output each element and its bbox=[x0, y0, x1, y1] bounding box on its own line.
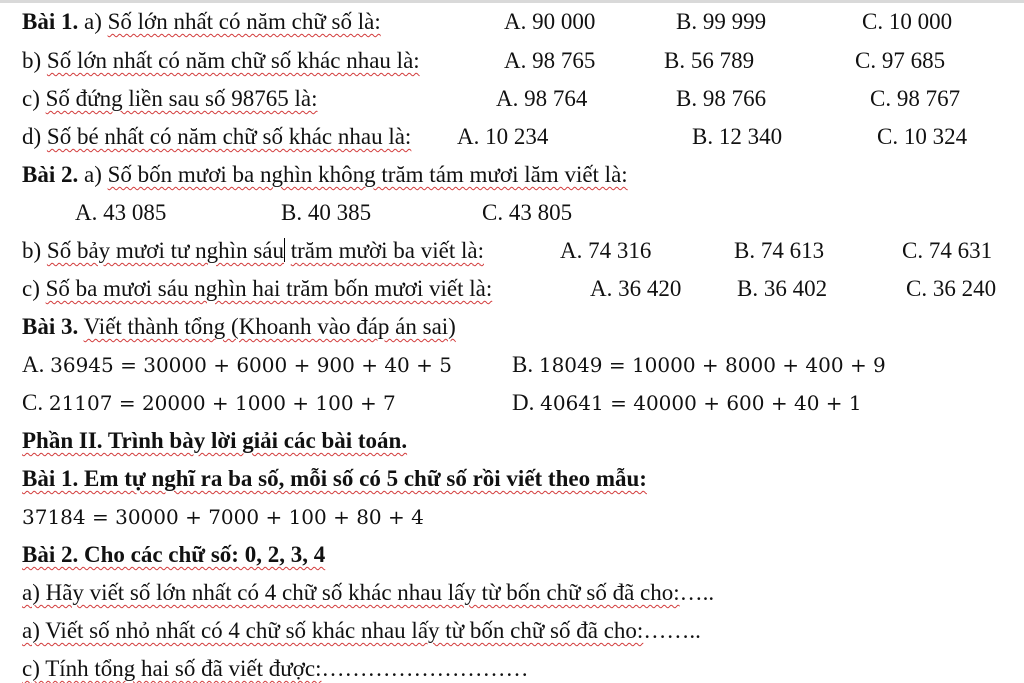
ex1-a-row bbox=[22, 8, 381, 36]
part2-b2-a2-row bbox=[22, 617, 701, 645]
ex1-c-question: Số đứng liền sau số 98765 là: bbox=[45, 86, 318, 111]
part2-b2-a-text: a) Hãy viết số lớn nhất có 4 chữ số khác nhau lấy từ bốn chữ số đã cho: bbox=[22, 580, 680, 605]
ex2-c-option-a[interactable]: A. 36 420 bbox=[590, 276, 682, 301]
ex2-a-option-a[interactable]: A. 43 085 bbox=[75, 200, 167, 225]
ex1-b-question: Số lớn nhất có năm chữ số khác nhau là: bbox=[46, 48, 420, 73]
ex3-row bbox=[22, 313, 456, 341]
part2-title-text: Phần II. Trình bày lời giải các bài toán. bbox=[22, 428, 408, 453]
ex1-d-question: Số bé nhất có năm chữ số khác nhau là: bbox=[46, 124, 412, 149]
ex1-b-option-b[interactable]: B. 56 789 bbox=[664, 48, 755, 73]
ex3-option-b-label: B. bbox=[512, 352, 534, 377]
part2-b2-a-row bbox=[22, 579, 714, 607]
ex2-b-question-part1: Số bảy mươi tư nghìn sáu bbox=[46, 238, 284, 263]
ex1-d-option-c[interactable]: C. 10 324 bbox=[877, 124, 968, 149]
ex2-b-question-part2: trăm mười ba viết là: bbox=[290, 238, 484, 263]
ex2-a-option-b[interactable]: B. 40 385 bbox=[281, 200, 372, 225]
ex1-d-row bbox=[22, 123, 411, 151]
part2-b1-title-text: Bài 1. Em tự nghĩ ra ba số, mỗi số có 5 chữ số rồi viết theo mẫu: bbox=[22, 466, 647, 491]
ex3-option-d-label: D. bbox=[512, 390, 535, 415]
ex2-a-row bbox=[22, 161, 628, 189]
part2-b2-c-row bbox=[22, 655, 529, 683]
ex3-option-b-expr: 18049 = 10000 + 8000 + 400 + 9 bbox=[538, 353, 886, 377]
ex2-a-question: Số bốn mươi ba nghìn không trăm tám mươi lăm viết là: bbox=[107, 162, 628, 187]
text-cursor bbox=[284, 238, 285, 262]
ex1-c-row bbox=[22, 85, 317, 113]
ex1-a-question: Số lớn nhất có năm chữ số là: bbox=[107, 9, 381, 34]
ex3-heading: Bài 3. bbox=[22, 314, 79, 339]
ex3-option-a-label: A. bbox=[22, 352, 45, 377]
ex1-a-option-b[interactable]: B. 99 999 bbox=[676, 9, 767, 34]
ex2-c-label: c) bbox=[22, 276, 40, 301]
ex1-d-option-b[interactable]: B. 12 340 bbox=[692, 124, 783, 149]
ex2-b-label: b) bbox=[22, 238, 42, 263]
part2-b1-title bbox=[22, 465, 647, 493]
ex1-d-label: d) bbox=[22, 124, 42, 149]
ex1-a-label: a) bbox=[83, 9, 102, 34]
ex1-c-option-a[interactable]: A. 98 764 bbox=[496, 86, 588, 111]
part2-b1-example bbox=[22, 503, 424, 531]
part2-b2-a-answer-blank[interactable]: ….. bbox=[679, 580, 715, 605]
ex2-a-option-c[interactable]: C. 43 805 bbox=[482, 200, 573, 225]
part2-b2-a2-text: a) Viết số nhỏ nhất có 4 chữ số khác nhau lấy từ bốn chữ số đã cho: bbox=[22, 618, 644, 643]
top-border bbox=[0, 0, 1024, 3]
ex3-option-c[interactable] bbox=[22, 389, 396, 417]
ex1-b-row bbox=[22, 47, 420, 75]
ex2-b-option-c[interactable]: C. 74 631 bbox=[902, 238, 993, 263]
ex2-c-question: Số ba mươi sáu nghìn hai trăm bốn mươi viết là: bbox=[45, 276, 493, 301]
ex3-option-b[interactable] bbox=[512, 351, 886, 379]
ex2-a-label: a) bbox=[83, 162, 102, 187]
ex3-option-a-expr: 36945 = 30000 + 6000 + 900 + 40 + 5 bbox=[50, 353, 452, 377]
ex1-a-option-a[interactable]: A. 90 000 bbox=[504, 9, 596, 34]
ex2-c-row bbox=[22, 275, 492, 303]
part2-b2-title bbox=[22, 541, 325, 569]
ex2-heading: Bài 2. bbox=[22, 162, 79, 187]
part2-b2-a2-answer-blank[interactable]: …….. bbox=[643, 618, 701, 643]
ex1-c-option-c[interactable]: C. 98 767 bbox=[870, 86, 961, 111]
ex1-c-label: c) bbox=[22, 86, 40, 111]
ex3-option-c-label: C. bbox=[22, 390, 44, 415]
part2-title bbox=[22, 427, 407, 455]
part2-b1-example-expr: 37184 = 30000 + 7000 + 100 + 80 + 4 bbox=[22, 505, 424, 529]
ex3-option-a[interactable] bbox=[22, 351, 452, 379]
ex2-b-option-b[interactable]: B. 74 613 bbox=[734, 238, 825, 263]
part2-b2-title-text: Bài 2. Cho các chữ số: 0, 2, 3, 4 bbox=[22, 542, 326, 567]
ex1-b-label: b) bbox=[22, 48, 42, 73]
ex1-b-option-a[interactable]: A. 98 765 bbox=[504, 48, 596, 73]
ex2-c-option-c[interactable]: C. 36 240 bbox=[906, 276, 997, 301]
ex1-heading: Bài 1. bbox=[22, 9, 79, 34]
part2-b2-c-text: c) Tính tổng hai số đã viết được: bbox=[22, 656, 322, 681]
ex3-option-d[interactable] bbox=[512, 389, 862, 417]
ex2-c-option-b[interactable]: B. 36 402 bbox=[737, 276, 828, 301]
ex3-option-c-expr: 21107 = 20000 + 1000 + 100 + 7 bbox=[48, 391, 396, 415]
ex1-a-option-c[interactable]: C. 10 000 bbox=[862, 9, 953, 34]
ex3-title: Viết thành tổng (Khoanh vào đáp án sai) bbox=[83, 314, 456, 339]
part2-b2-c-answer-blank[interactable]: ……………………… bbox=[321, 656, 529, 681]
ex1-c-option-b[interactable]: B. 98 766 bbox=[676, 86, 767, 111]
ex1-d-option-a[interactable]: A. 10 234 bbox=[457, 124, 549, 149]
ex2-b-row bbox=[22, 237, 484, 265]
ex1-b-option-c[interactable]: C. 97 685 bbox=[855, 48, 946, 73]
ex2-b-option-a[interactable]: A. 74 316 bbox=[560, 238, 652, 263]
ex3-option-d-expr: 40641 = 40000 + 600 + 40 + 1 bbox=[540, 391, 862, 415]
